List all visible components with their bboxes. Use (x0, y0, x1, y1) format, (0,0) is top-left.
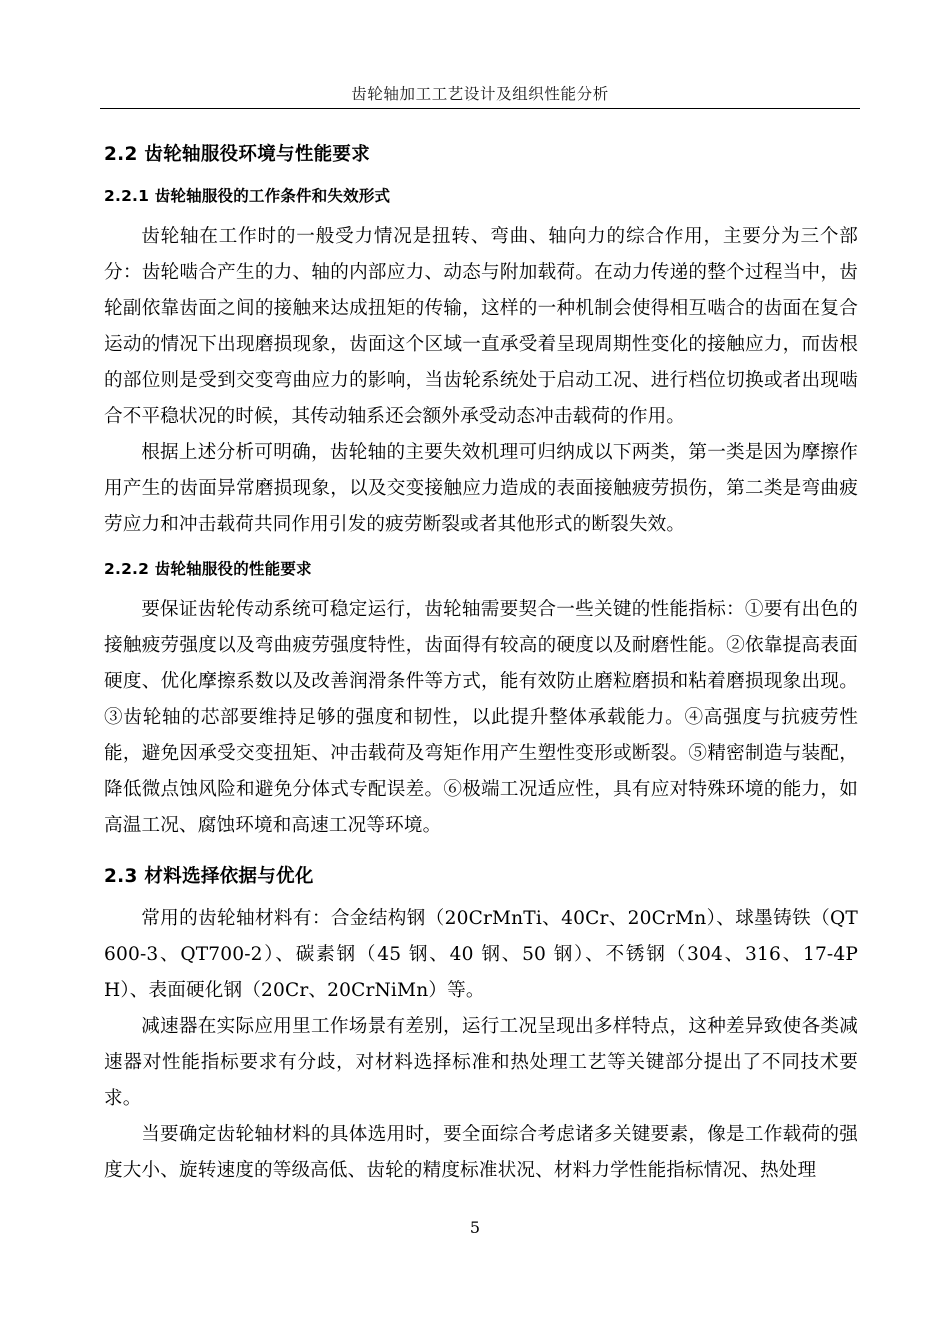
page-number: 5 (469, 1218, 481, 1237)
paragraph-common-materials: 常用的齿轮轴材料有：合金结构钢（20CrMnTi、40Cr、20CrMn）、球墨铸铁（QT600-3、QT700-2）、碳素钢（45 钢、40 钢、50 钢）、不锈钢（304、316、17-4PH）、表面硬化钢（20Cr、20CrNiMn）等。 (104, 908, 858, 1001)
paragraph-performance-requirements: 要保证齿轮传动系统可稳定运行，齿轮轴需要契合一些关键的性能指标：①要有出色的接触疲劳强度以及弯曲疲劳强度特性，齿面得有较高的硬度以及耐磨性能。②依靠提高表面硬度、优化摩擦系数以及改善润滑条件等方式，能有效防止磨粒磨损和粘着磨损现象出现。③齿轮轴的芯部要维持足够的强度和韧性，以此提升整体承载能力。④高强度与抗疲劳性能，避免因承受交变扭矩、冲击载荷及弯矩作用产生塑性变形或断裂。⑤精密制造与装配，降低微点蚀风险和避免分体式专配误差。⑥极端工况适应性，具有应对特殊环境的能力，如高温工况、腐蚀环境和高速工况等环境。 (104, 599, 858, 836)
spacer (104, 543, 858, 555)
running-header-title: 齿轮轴加工工艺设计及组织性能分析 (351, 85, 609, 103)
paragraph-selection-factors: 当要确定齿轮轴材料的具体选用时，要全面综合考虑诸多关键要素，像是工作载荷的强度大小、旋转速度的等级高低、齿轮的精度标准状况、材料力学性能指标情况、热处理 (104, 1124, 858, 1181)
heading-section-2-3: 2.3 材料选择依据与优化 (104, 866, 314, 887)
spacer (104, 170, 858, 182)
document-body (104, 140, 858, 1189)
spacer (104, 210, 858, 219)
heading-section-2-2: 2.2 齿轮轴服役环境与性能要求 (104, 144, 371, 165)
page-header (100, 84, 860, 109)
paragraph-failure-mechanisms: 根据上述分析可明确，齿轮轴的主要失效机理可归纳成以下两类，第一类是因为摩擦作用产生的齿面异常磨损现象，以及交变接触应力造成的表面接触疲劳损伤，第二类是弯曲疲劳应力和冲击载荷共同作用引发的疲劳断裂或者其他形式的断裂失效。 (104, 442, 858, 535)
spacer (104, 892, 858, 901)
spacer (104, 583, 858, 592)
header-divider-rule (100, 108, 860, 109)
heading-section-2-2-2: 2.2.2 齿轮轴服役的性能要求 (104, 560, 312, 578)
heading-section-2-2-1: 2.2.1 齿轮轴服役的工作条件和失效形式 (104, 187, 391, 205)
paragraph-working-conditions: 齿轮轴在工作时的一般受力情况是扭转、弯曲、轴向力的综合作用，主要分为三个部分：齿轮啮合产生的力、轴的内部应力、动态与附加载荷。在动力传递的整个过程当中，齿轮副依靠齿面之间的接触来达成扭矩的传输，这样的一种机制会使得相互啮合的齿面在复合运动的情况下出现磨损现象，齿面这个区域一直承受着呈现周期性变化的接触应力，而齿根的部位则是受到交变弯曲应力的影响，当齿轮系统处于启动工况、进行档位切换或者出现啮合不平稳状况的时候，其传动轴系还会额外承受动态冲击载荷的作用。 (104, 226, 858, 427)
spacer (104, 844, 858, 862)
paragraph-reducer-conditions: 减速器在实际应用里工作场景有差别，运行工况呈现出多样特点，这种差异致使各类减速器对性能指标要求有分歧，对材料选择标准和热处理工艺等关键部分提出了不同技术要求。 (104, 1016, 858, 1109)
